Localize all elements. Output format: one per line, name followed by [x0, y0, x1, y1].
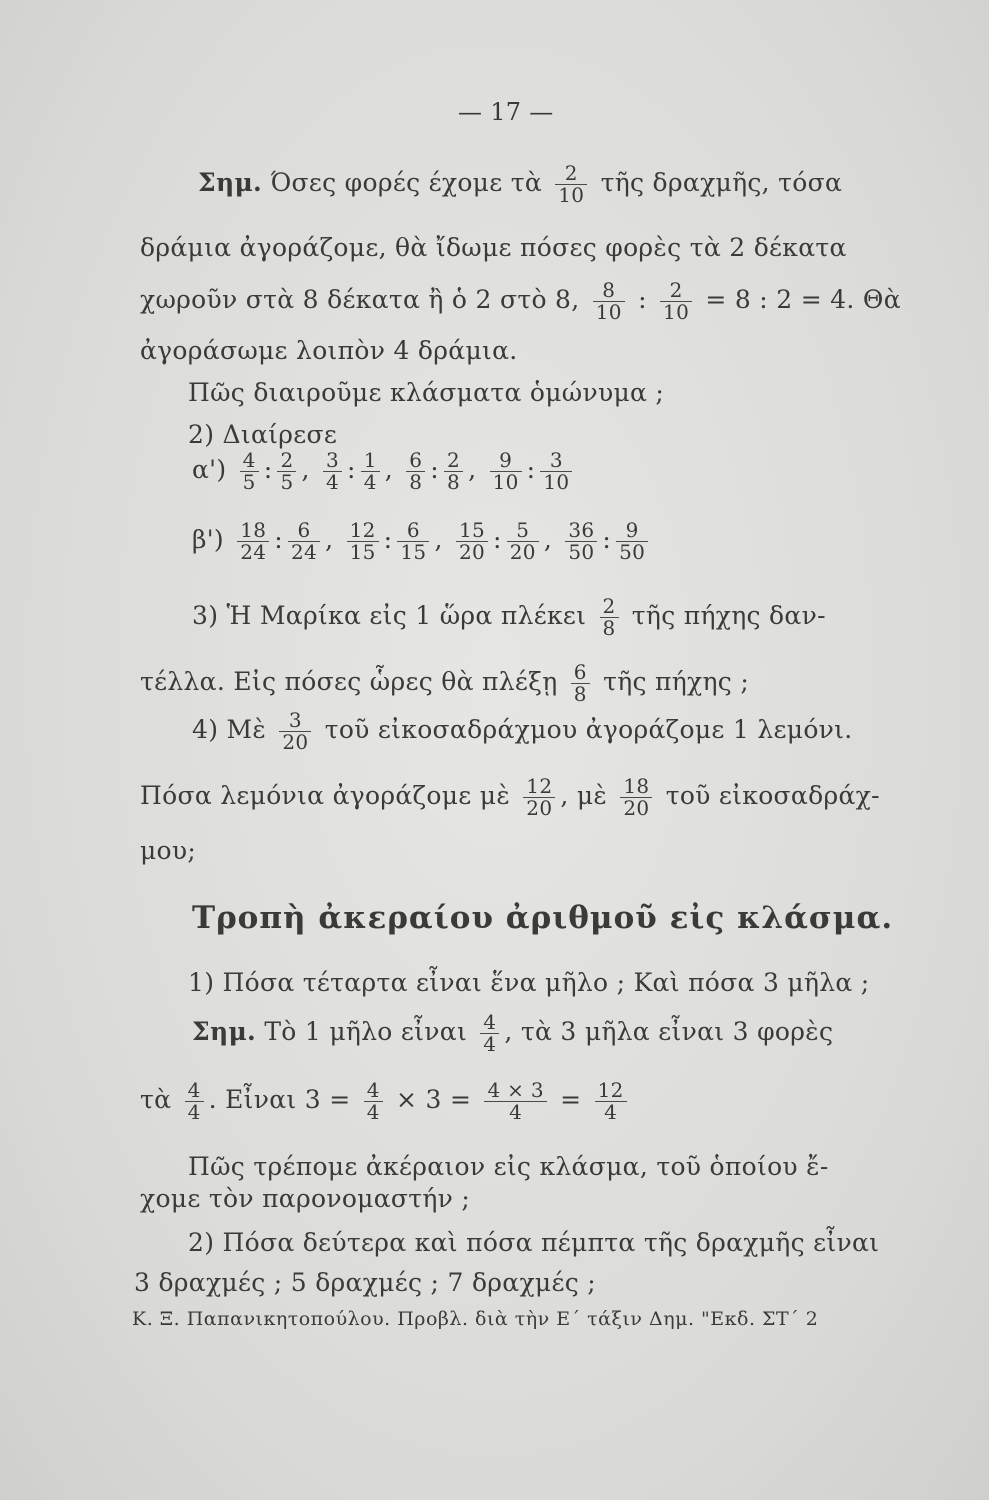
text: , μὲ: [560, 781, 608, 810]
text: τοῦ εἰκοσαδράχ-: [665, 781, 880, 810]
question-line: Πῶς διαιροῦμε κλάσματα ὁμώνυμα ;: [188, 378, 665, 407]
division: $\frac{4}{5}$ : $\frac{2}{5}$ ,: [235, 455, 310, 484]
text-line: ἀγοράσωμε λοιπὸν 4 δράμια.: [140, 336, 518, 365]
question-2-line-1: 2) Πόσα δεύτερα καὶ πόσα πέμπτα τῆς δραχμῆς εἶναι: [188, 1228, 880, 1257]
text: τοῦ εἰκοσαδράχμου ἀγοράζομε 1 λεμόνι.: [324, 715, 853, 744]
exercise-2-title: 2) Διαίρεσε: [188, 420, 338, 449]
page-number: — 17 —: [458, 98, 554, 126]
equation-line: [140, 1080, 632, 1123]
note-1-division-line: [140, 280, 901, 323]
note-label: Σημ.: [198, 168, 263, 197]
page-footer: Κ. Ξ. Παπανικητοπούλου. Προβλ. διὰ τὴν Ε΄ τάξιν Δημ. "Εκδ. ΣΤ΄ 2: [132, 1308, 819, 1330]
fraction: $\frac{4 \times 3}{4}$: [484, 1080, 546, 1123]
question-2-line-2: 3 δραχμές ; 5 δραχμές ; 7 δραχμές ;: [134, 1268, 597, 1297]
exercise-4-line-2: [140, 776, 880, 819]
division: $\frac{12}{15}$ : $\frac{6}{15}$ ,: [342, 525, 443, 554]
question-line: Πῶς τρέπομε ἀκέραιον εἰς κλάσμα, τοῦ ὁποίου ἔ-: [188, 1152, 829, 1181]
fraction: $\frac{4}{4}$: [185, 1080, 204, 1123]
exercise-2a-row: [192, 450, 577, 493]
row-label: α'): [192, 455, 227, 484]
fraction: $\frac{4}{4}$: [480, 1012, 499, 1055]
text: 4) Μὲ: [192, 715, 267, 744]
fraction: $\frac{2}{8}$: [600, 596, 619, 639]
text: Πόσα λεμόνια ἀγοράζομε μὲ: [140, 781, 511, 810]
note-1-line: [198, 163, 842, 206]
text: Τὸ 1 μῆλο εἶναι: [264, 1017, 468, 1046]
text: τὰ: [140, 1085, 172, 1114]
question-1: 1) Πόσα τέταρτα εἶναι ἕνα μῆλο ; Καὶ πόσα 3 μῆλα ;: [188, 968, 870, 997]
fraction: $\frac{8}{10}$: [593, 280, 625, 323]
text: τέλλα. Εἰς πόσες ὧρες θὰ πλέξῃ: [140, 667, 558, 696]
text: τῆς πήχης δαν-: [631, 601, 826, 630]
text: Όσες φορές έχομε τὰ: [270, 168, 543, 197]
division: $\frac{36}{50}$ : $\frac{9}{50}$: [560, 525, 653, 554]
division: $\frac{18}{24}$ : $\frac{6}{24}$ ,: [232, 525, 333, 554]
text: × 3 =: [396, 1085, 472, 1114]
fraction: $\frac{12}{4}$: [595, 1080, 627, 1123]
division: $\frac{6}{8}$ : $\frac{2}{8}$ ,: [401, 455, 476, 484]
fraction: $\frac{2}{10}$: [555, 163, 587, 206]
text: . Εἶναι 3 =: [208, 1085, 351, 1114]
row-label: β'): [192, 525, 224, 554]
section-heading: Τροπὴ ἀκεραίου ἀριθμοῦ εἰς κλάσμα.: [192, 900, 894, 936]
text-line: μου;: [140, 836, 197, 865]
text: χωροῦν στὰ 8 δέκατα ἢ ὁ 2 στὸ 8,: [140, 285, 580, 314]
fraction: $\frac{18}{20}$: [620, 776, 652, 819]
fraction: $\frac{2}{10}$: [660, 280, 692, 323]
text: :: [638, 285, 647, 314]
text-line: δράμια ἀγοράζομε, θὰ ἴδωμε πόσες φορὲς τὰ 2 δέκατα: [140, 233, 847, 262]
fraction: $\frac{6}{8}$: [571, 662, 590, 705]
exercise-4-line-1: [192, 710, 853, 753]
division: $\frac{3}{4}$ : $\frac{1}{4}$ ,: [318, 455, 393, 484]
division: $\frac{9}{10}$ : $\frac{3}{10}$: [485, 455, 578, 484]
note-2-line: [192, 1012, 833, 1055]
fraction: $\frac{4}{4}$: [364, 1080, 383, 1123]
text: τῆς δραχμῆς, τόσα: [600, 168, 843, 197]
text: , τὰ 3 μῆλα εἶναι 3 φορὲς: [504, 1017, 834, 1046]
text: 3) Ἡ Μαρίκα εἰς 1 ὥρα πλέκει: [192, 601, 587, 630]
text: =: [560, 1085, 582, 1114]
text: τῆς πήχης ;: [603, 667, 750, 696]
exercise-2b-row: [192, 520, 653, 563]
text: = 8 : 2 = 4. Θὰ: [705, 285, 901, 314]
division: $\frac{15}{20}$ : $\frac{5}{20}$ ,: [451, 525, 552, 554]
note-label: Σημ.: [192, 1017, 257, 1046]
exercise-3-line-1: [192, 596, 826, 639]
fraction: $\frac{12}{20}$: [523, 776, 555, 819]
exercise-3-line-2: [140, 662, 749, 705]
fraction: $\frac{3}{20}$: [279, 710, 311, 753]
text-line: χομε τὸν παρονομαστήν ;: [140, 1184, 471, 1213]
